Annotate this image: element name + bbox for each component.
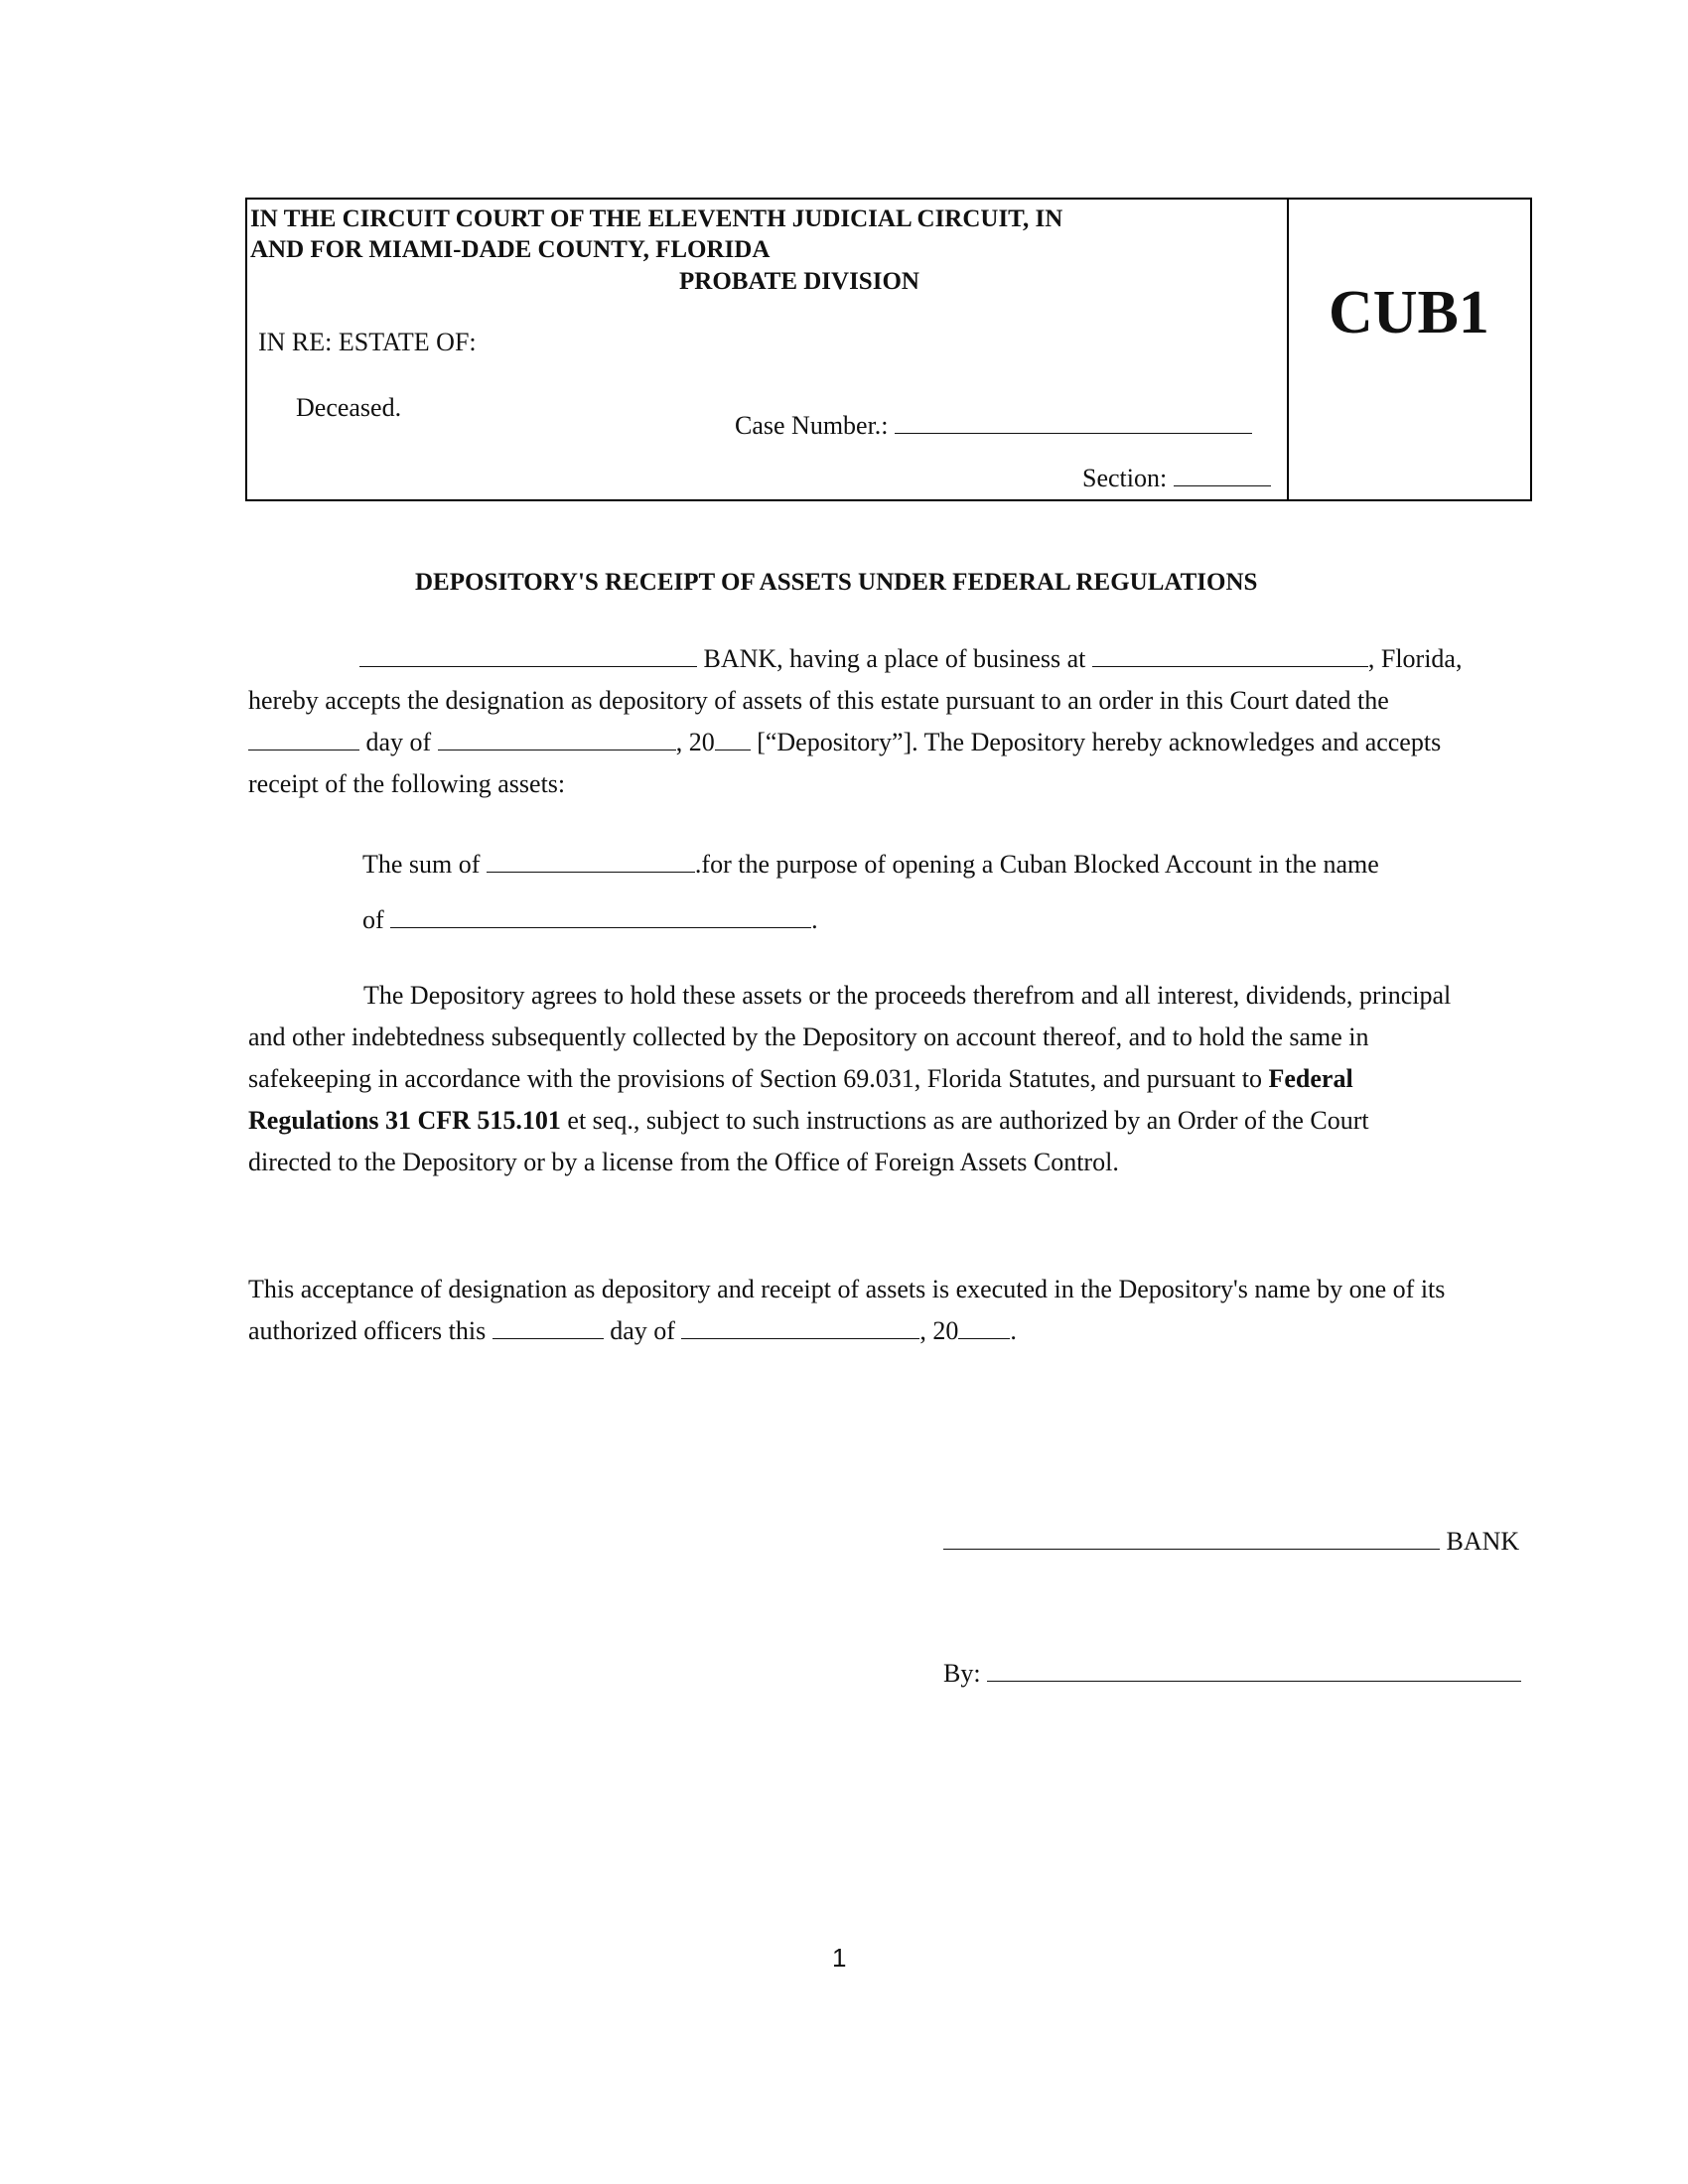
- deceased-label: Deceased.: [296, 393, 402, 422]
- section-label: Section:: [1082, 464, 1168, 492]
- bank-signature-line: BANK: [943, 1521, 1519, 1563]
- section-blank[interactable]: [1174, 460, 1271, 486]
- division-label: PROBATE DIVISION: [679, 268, 919, 295]
- p2-line-3: safekeeping in accordance with the provisions of Section 69.031, Florida Statutes, and pursuant to Federal: [248, 1064, 1353, 1093]
- by-signature-line: By:: [943, 1653, 1521, 1695]
- paragraph-execution: [248, 1269, 1529, 1352]
- case-number-field[interactable]: [735, 407, 1252, 441]
- execution-month-blank[interactable]: [681, 1312, 919, 1339]
- p1-line-2: hereby accepts the designation as depository of assets of this estate pursuant to an order in this Court dated the: [248, 686, 1389, 715]
- p1-line-3: day of , 20 [“Depository”]. The Depository hereby acknowledges and accepts: [248, 722, 1529, 763]
- court-line-1: IN THE CIRCUIT COURT OF THE ELEVENTH JUDICIAL CIRCUIT, IN: [250, 205, 1063, 232]
- form-id: CUB1: [1329, 279, 1489, 346]
- page-number: 1: [832, 1943, 847, 1973]
- order-month-blank[interactable]: [438, 724, 676, 751]
- p2-line-1: The Depository agrees to hold these assets or the proceeds therefrom and all interest, dividends, principal: [363, 981, 1452, 1010]
- sum-amount-blank[interactable]: [487, 846, 695, 873]
- execution-day-blank[interactable]: [492, 1312, 604, 1339]
- caption-divider: [1287, 198, 1289, 501]
- section-field[interactable]: [1082, 460, 1271, 493]
- business-place-blank[interactable]: [1092, 640, 1368, 667]
- paragraph-acceptance: [248, 638, 1529, 805]
- p1-line-4: receipt of the following assets:: [248, 769, 566, 798]
- bank-name-blank[interactable]: [359, 640, 697, 667]
- order-year-blank[interactable]: [715, 724, 751, 751]
- account-name-line: of .: [362, 899, 818, 941]
- case-number-label: Case Number.:: [735, 411, 889, 440]
- paragraph-safekeeping: [248, 975, 1529, 1183]
- p1-line-1: BANK, having a place of business at , Florida,: [248, 638, 1529, 680]
- court-line-2: AND FOR MIAMI-DADE COUNTY, FLORIDA: [250, 236, 771, 263]
- p3-line-2: authorized officers this day of , 20 .: [248, 1310, 1529, 1352]
- account-name-blank[interactable]: [390, 901, 811, 928]
- bank-signature-blank[interactable]: [943, 1523, 1440, 1550]
- order-day-blank[interactable]: [248, 724, 359, 751]
- document-title: DEPOSITORY'S RECEIPT OF ASSETS UNDER FEDERAL REGULATIONS: [415, 569, 1258, 596]
- p2-line-5: directed to the Depository or by a license from the Office of Foreign Assets Control.: [248, 1148, 1119, 1176]
- in-re-label: IN RE: ESTATE OF:: [258, 328, 477, 356]
- sum-line: The sum of .for the purpose of opening a Cuban Blocked Account in the name: [362, 844, 1379, 886]
- execution-year-blank[interactable]: [958, 1312, 1010, 1339]
- p3-line-1: This acceptance of designation as depository and receipt of assets is executed in the Depository's name by one of its: [248, 1275, 1446, 1303]
- case-number-blank[interactable]: [895, 407, 1252, 434]
- p2-line-2: and other indebtedness subsequently collected by the Depository on account thereof, and to hold the same in: [248, 1023, 1369, 1051]
- p2-line-4: Regulations 31 CFR 515.101 et seq., subject to such instructions as are authorized by an Order of the Court: [248, 1106, 1369, 1135]
- by-signature-blank[interactable]: [987, 1655, 1521, 1682]
